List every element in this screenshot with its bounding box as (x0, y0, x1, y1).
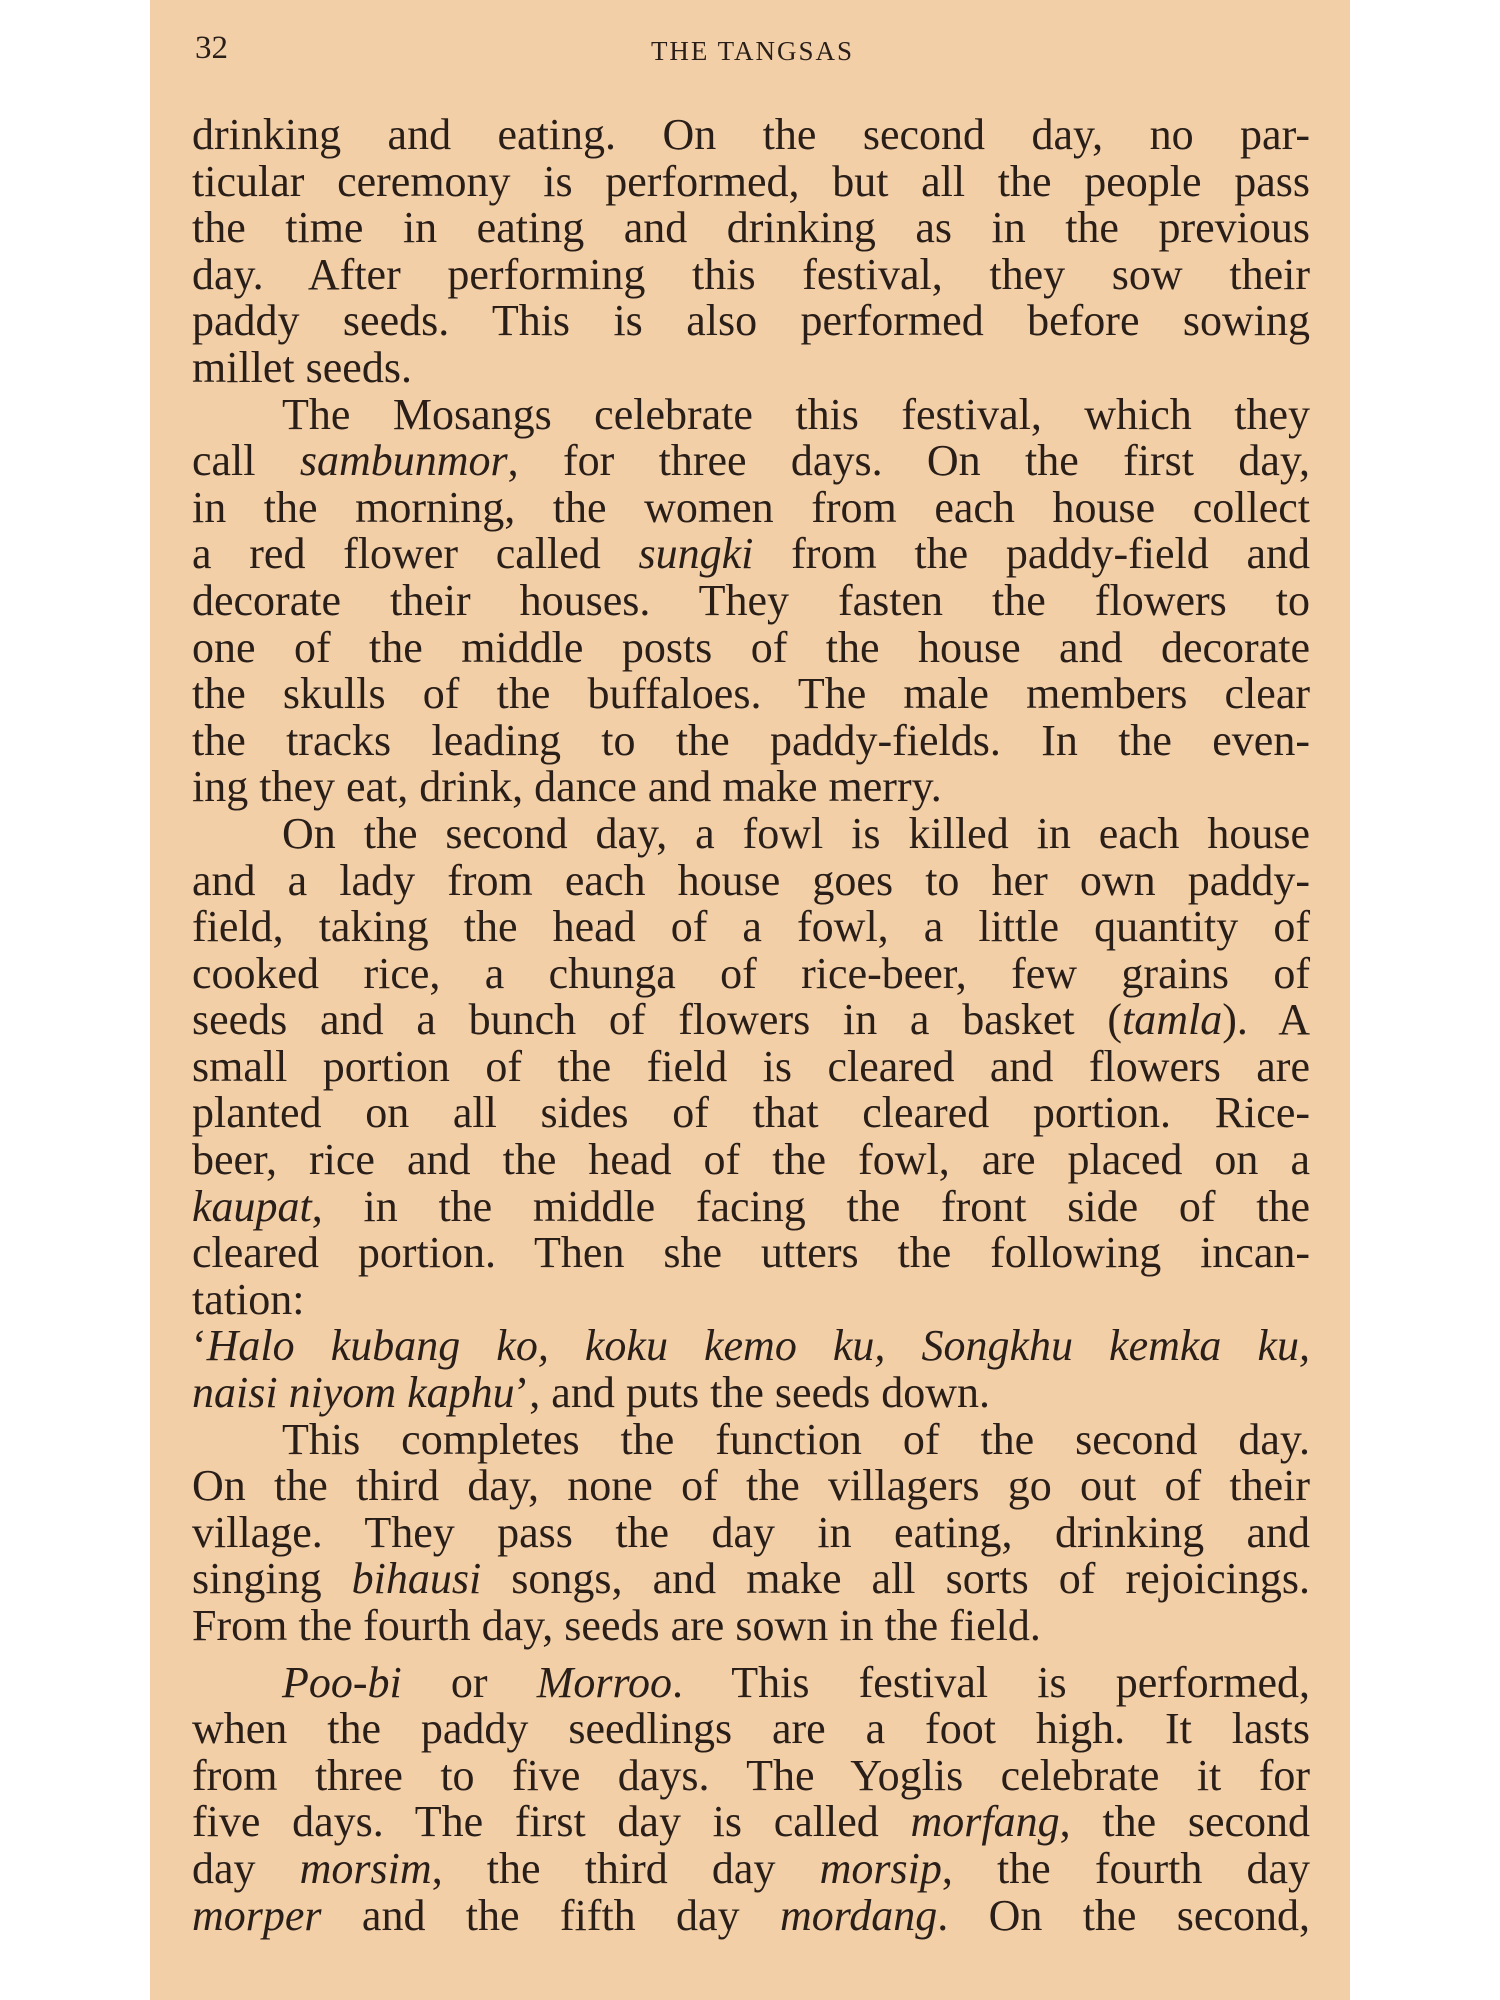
text-line: small portion of the field is cleared and flowers are (192, 1041, 1310, 1091)
text-line: ticular ceremony is performed, but all the people pass (192, 156, 1310, 206)
incantation (192, 1323, 1310, 1416)
text-line: kaupat, in the middle facing the front side of the (192, 1181, 1310, 1231)
text-line: planted on all sides of that cleared portion. Rice- (192, 1088, 1310, 1138)
text-line: cleared portion. Then she utters the following incan- (192, 1228, 1310, 1278)
italic-term: morsim (299, 1843, 432, 1893)
italic-term: Morroo (536, 1657, 672, 1707)
text-line: day morsim, the third day morsip, the fourth day (192, 1843, 1311, 1893)
page-header (195, 30, 1310, 74)
book-page (150, 0, 1350, 2000)
text-line: the tracks leading to the paddy-fields. In the even- (192, 715, 1310, 765)
text-line: when the paddy seedlings are a foot high. It lasts (192, 1704, 1310, 1754)
text-line: village. They pass the day in eating, drinking and (192, 1507, 1310, 1557)
italic-term: Halo kubang ko, koku kemo ku, Songkhu kemka ku, (206, 1321, 1310, 1371)
text-line: cooked rice, a chunga of rice-beer, few grains of (192, 948, 1310, 998)
text-line: call sambunmor, for three days. On the first day, (192, 436, 1310, 486)
text-line: ing they eat, drink, dance and make merry. (192, 762, 942, 812)
italic-term: mordang (779, 1890, 938, 1940)
italic-term: sungki (638, 529, 754, 579)
text-line: field, taking the head of a fowl, a little quantity of (192, 902, 1310, 952)
running-title: THE TANGSAS (650, 36, 855, 66)
text-line: morper and the fifth day mordang. On the second, (192, 1890, 1310, 1940)
text-line: naisi niyom kaphu’, and puts the seeds down. (192, 1368, 991, 1418)
text-line: millet seeds. (192, 342, 412, 392)
italic-term: morper (192, 1890, 322, 1940)
text-line: On the second day, a fowl is killed in each house (282, 808, 1310, 858)
text-line: On the third day, none of the villagers go out of their (192, 1461, 1310, 1511)
text-line: seeds and a bunch of flowers in a basket (tamla). A (192, 995, 1310, 1045)
paragraph (192, 112, 1310, 392)
text-line: in the morning, the women from each house collect (192, 482, 1310, 532)
text-line: Poo-bi or Morroo. This festival is performed, (282, 1657, 1310, 1707)
text-line: day. After performing this festival, they sow their (192, 249, 1310, 299)
italic-term: sambunmor (299, 436, 508, 486)
text-line: tation: (192, 1274, 305, 1324)
page-number: 32 (195, 30, 228, 66)
text-line: from three to five days. The Yoglis celebrate it for (192, 1750, 1310, 1800)
text-line: drinking and eating. On the second day, no par- (192, 110, 1310, 159)
italic-term: morsip (819, 1843, 942, 1893)
text-line: the time in eating and drinking as in the previous (192, 203, 1310, 253)
text-line: five days. The first day is called morfang, the second (192, 1797, 1310, 1847)
text-line: one of the middle posts of the house and decorate (192, 622, 1310, 672)
paragraph (192, 389, 1310, 812)
text-line: From the fourth day, seeds are sown in the field. (192, 1601, 1041, 1650)
text-line: and a lady from each house goes to her own paddy- (192, 855, 1310, 905)
italic-term: morfang (910, 1797, 1060, 1847)
text-line: a red flower called sungki from the paddy-field and (192, 529, 1310, 579)
paragraph (192, 1414, 1310, 1650)
text-line: This completes the function of the second day. (282, 1414, 1310, 1464)
text-line: ‘Halo kubang ko, koku kemo ku, Songkhu kemka ku, (192, 1321, 1310, 1371)
italic-term: kaupat (192, 1181, 312, 1231)
text-line: The Mosangs celebrate this festival, which they (282, 389, 1310, 439)
italic-term: naisi niyom kaphu (192, 1368, 515, 1418)
text-line: decorate their houses. They fasten the flowers to (192, 575, 1310, 625)
text-line: singing bihausi songs, and make all sorts of rejoicings. (192, 1554, 1310, 1604)
text-line: beer, rice and the head of the fowl, are placed on a (192, 1135, 1310, 1185)
text-line: the skulls of the buffaloes. The male members clear (192, 669, 1310, 719)
italic-term: Poo-bi (282, 1657, 402, 1707)
body-text (192, 112, 1310, 1939)
paragraph (192, 808, 1310, 1324)
italic-term: tamla (1122, 995, 1223, 1045)
italic-term: bihausi (351, 1554, 482, 1604)
paragraph (192, 1657, 1311, 1940)
text-line: paddy seeds. This is also performed before sowing (192, 296, 1310, 346)
